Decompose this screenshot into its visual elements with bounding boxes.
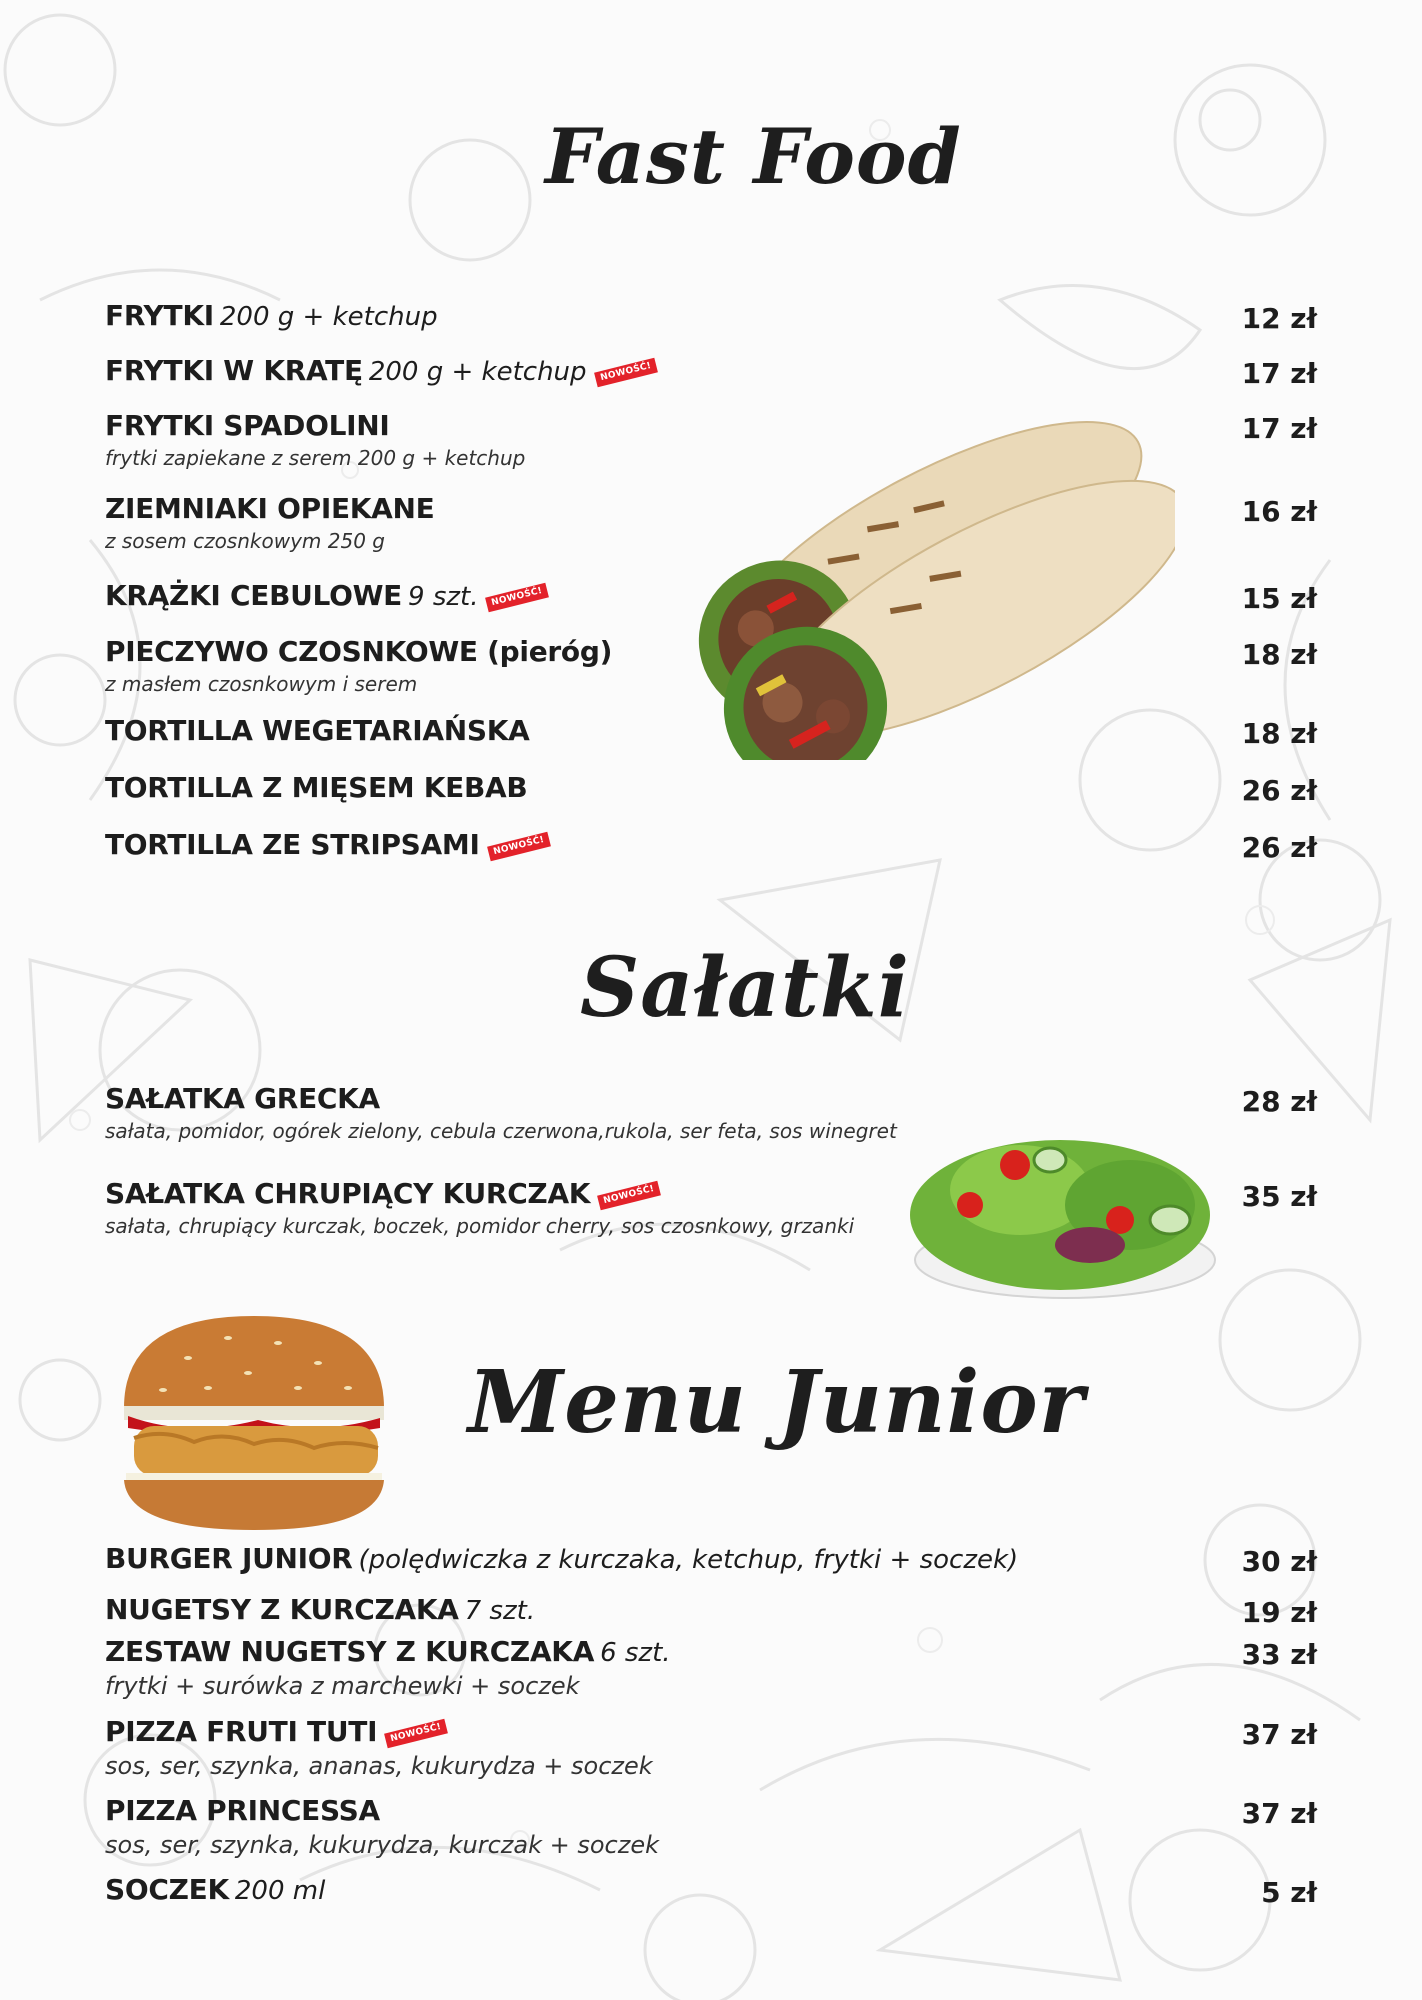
item-name: BURGER JUNIOR bbox=[105, 1542, 353, 1575]
item-price: 37 zł bbox=[1241, 1718, 1317, 1751]
item-description: sos, ser, szynka, ananas, kukurydza + soczek bbox=[105, 1752, 653, 1780]
item-name: PIZZA FRUTI TUTI bbox=[105, 1715, 378, 1748]
item-description: sałata, pomidor, ogórek zielony, cebula czerwona,rukola, ser feta, sos winegret bbox=[105, 1119, 897, 1143]
menu-item bbox=[105, 1177, 1317, 1240]
item-name: FRYTKI W KRATĘ bbox=[105, 354, 363, 387]
section-title-fast-food: Fast Food bbox=[545, 112, 962, 201]
item-detail: 200 ml bbox=[234, 1876, 326, 1906]
item-price: 15 zł bbox=[1241, 582, 1317, 615]
item-price: 26 zł bbox=[1241, 774, 1317, 807]
menu-item bbox=[105, 1635, 1317, 1700]
new-badge: NOWOŚĆ! bbox=[384, 1719, 448, 1749]
item-price: 17 zł bbox=[1241, 412, 1317, 445]
item-price: 12 zł bbox=[1241, 302, 1317, 335]
item-name: SAŁATKA CHRUPIĄCY KURCZAK bbox=[105, 1177, 591, 1210]
item-price: 19 zł bbox=[1241, 1596, 1317, 1629]
menu-item bbox=[105, 409, 1317, 472]
item-name: SAŁATKA GRECKA bbox=[105, 1082, 380, 1115]
menu-item bbox=[105, 354, 1317, 417]
item-price: 33 zł bbox=[1241, 1638, 1317, 1671]
item-detail: 6 szt. bbox=[600, 1638, 671, 1668]
item-name: NUGETSY Z KURCZAKA bbox=[105, 1593, 459, 1626]
item-name: TORTILLA ZE STRIPSAMI bbox=[105, 828, 480, 861]
item-detail: 9 szt. bbox=[408, 582, 479, 612]
section-title-menu-junior: Menu Junior bbox=[468, 1352, 1085, 1453]
item-detail: 200 g + ketchup bbox=[219, 302, 438, 332]
menu-item bbox=[105, 1715, 1317, 1780]
item-name: TORTILLA Z MIĘSEM KEBAB bbox=[105, 771, 528, 804]
item-price: 26 zł bbox=[1241, 831, 1317, 864]
item-detail: 200 g + ketchup bbox=[368, 357, 587, 387]
item-name: ZIEMNIAKI OPIEKANE bbox=[105, 492, 435, 525]
menu-item bbox=[105, 299, 1317, 362]
item-name: FRYTKI bbox=[105, 299, 214, 332]
item-description: sos, ser, szynka, kukurydza, kurczak + soczek bbox=[105, 1831, 659, 1859]
menu-item bbox=[105, 1873, 1317, 1936]
item-name: FRYTKI SPADOLINI bbox=[105, 409, 390, 442]
item-detail: (polędwiczka z kurczaka, ketchup, frytki + soczek) bbox=[358, 1545, 1019, 1575]
item-name: TORTILLA WEGETARIAŃSKA bbox=[105, 714, 530, 747]
item-name: PIZZA PRINCESSA bbox=[105, 1794, 380, 1827]
item-price: 28 zł bbox=[1241, 1085, 1317, 1118]
new-badge: NOWOŚĆ! bbox=[597, 1181, 661, 1211]
menu-item bbox=[105, 714, 1317, 777]
item-name: ZESTAW NUGETSY Z KURCZAKA bbox=[105, 1635, 595, 1668]
item-name: PIECZYWO CZOSNKOWE (pieróg) bbox=[105, 635, 613, 668]
item-detail: 7 szt. bbox=[464, 1596, 536, 1626]
item-price: 30 zł bbox=[1241, 1545, 1317, 1578]
item-price: 37 zł bbox=[1241, 1797, 1317, 1830]
menu-item bbox=[105, 828, 1317, 891]
new-badge: NOWOŚĆ! bbox=[594, 358, 658, 388]
new-badge: NOWOŚĆ! bbox=[487, 832, 551, 862]
item-description: z sosem czosnkowym 250 g bbox=[105, 529, 385, 553]
menu-item bbox=[105, 771, 1317, 834]
item-price: 16 zł bbox=[1241, 495, 1317, 528]
item-name: KRĄŻKI CEBULOWE bbox=[105, 579, 403, 612]
item-price: 5 zł bbox=[1261, 1876, 1317, 1909]
item-price: 35 zł bbox=[1241, 1180, 1317, 1213]
item-description: frytki + surówka z marchewki + soczek bbox=[105, 1672, 580, 1700]
section-title-salatki: Sałatki bbox=[580, 940, 910, 1036]
menu-item bbox=[105, 1082, 1317, 1145]
item-description: frytki zapiekane z serem 200 g + ketchup bbox=[105, 446, 526, 470]
menu-item bbox=[105, 492, 1317, 555]
item-price: 18 zł bbox=[1241, 717, 1317, 750]
burger-photo bbox=[118, 1308, 390, 1536]
item-price: 17 zł bbox=[1241, 357, 1317, 390]
item-name: SOCZEK bbox=[105, 1873, 229, 1906]
new-badge: NOWOŚĆ! bbox=[486, 583, 550, 613]
menu-item bbox=[105, 579, 1317, 642]
menu-item bbox=[105, 1794, 1317, 1859]
item-description: z masłem czosnkowym i serem bbox=[105, 672, 418, 696]
item-price: 18 zł bbox=[1241, 638, 1317, 671]
menu-item bbox=[105, 635, 1317, 698]
item-description: sałata, chrupiący kurczak, boczek, pomidor cherry, sos czosnkowy, grzanki bbox=[105, 1214, 855, 1238]
